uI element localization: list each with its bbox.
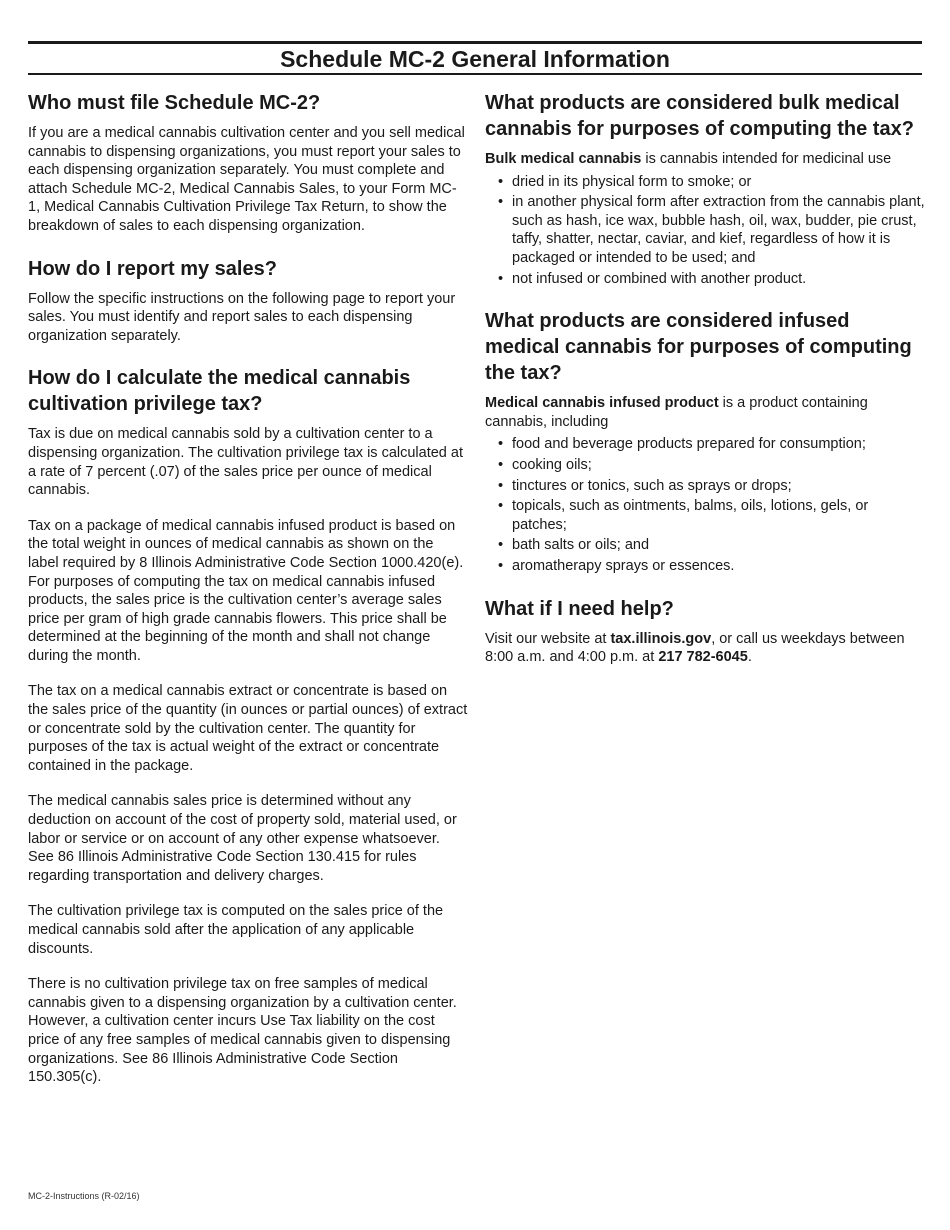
list-item: • food and beverage products prepared for consumption;	[485, 435, 925, 454]
help-text-pre: Visit our website at	[485, 630, 611, 647]
calculate-tax-heading: How do I calculate the medical cannabis cultivation privilege tax?	[28, 367, 411, 416]
infused-cannabis-term: Medical cannabis infused product	[485, 395, 719, 412]
website-link[interactable]: tax.illinois.gov	[610, 630, 712, 647]
page-title: Schedule MC-2 General Information	[28, 41, 922, 75]
bulk-cannabis-heading: What products are considered bulk medical cannabis for purposes of computing the tax?	[485, 92, 914, 140]
list-item: • in another physical form after extraction from the cannabis plant, such as hash, ice wax, bubble hash, oil, wax, budder, pie crust, taffy, shatter, nectar, caviar, and kief, regardless of how it is packaged or intended to be used; and	[485, 193, 925, 267]
phone-number: 217 782-6045	[658, 649, 748, 666]
help-text-mid: , or call us weekdays between 8:00 a.m. and 4:00 p.m. at	[485, 630, 905, 666]
infused-cannabis-heading: What products are considered infused medical cannabis for purposes of computing the tax?	[485, 310, 912, 385]
list-item: • tinctures or tonics, such as sprays or drops;	[485, 477, 925, 496]
bulk-cannabis-intro	[485, 150, 925, 169]
who-must-file-text: If you are a medical cannabis cultivation center and you sell medical cannabis to dispensing organizations, you must report your sales to each dispensing organization separately. You must complete and attach Schedule MC-2, Medical Cannabis Sales, to your Form MC-1, Medical Cannabis Cultivation Privilege Tax Return, to show the breakdown of sales to each dispensing organization.	[28, 125, 465, 234]
form-revision-footer: MC-2-Instructions (R-02/16)	[28, 1191, 140, 1201]
help-text-end: .	[747, 649, 752, 666]
infused-cannabis-list	[485, 435, 925, 575]
list-item: • cooking oils;	[485, 456, 925, 475]
list-item: • aromatherapy sprays or essences.	[485, 557, 925, 576]
calculate-tax-paragraph-1: Tax is due on medical cannabis sold by a cultivation center to a dispensing organization. The cultivation privilege tax is calculated at a rate of 7 percent (.07) of the sales price per ounce of medical cannabis.	[28, 426, 463, 499]
who-must-file-heading: Who must file Schedule MC-2?	[28, 92, 321, 114]
report-sales-heading: How do I report my sales?	[28, 257, 277, 280]
report-sales-text: Follow the specific instructions on the following page to report your sales. You must identify and report sales to each dispensing organization separately.	[28, 290, 456, 344]
bulk-cannabis-term: Bulk medical cannabis	[485, 151, 642, 167]
right-column	[485, 90, 925, 667]
bulk-cannabis-intro-text: is cannabis intended for medicinal use	[641, 151, 892, 167]
list-item: • dried in its physical form to smoke; or	[485, 173, 925, 192]
infused-cannabis-intro-text: is a product containing cannabis, including	[485, 395, 868, 430]
bulk-cannabis-list	[485, 173, 925, 289]
calculate-tax-paragraph-5: The cultivation privilege tax is computed on the sales price of the medical cannabis sold after the application of any applicable discounts.	[28, 903, 444, 957]
left-column	[28, 90, 468, 1087]
calculate-tax-paragraph-2: Tax on a package of medical cannabis infused product is based on the total weight in ounces of medical cannabis as shown on the label required by 8 Illinois Administrative Code Section 1000.420(e). For purposes of computing the tax on medical cannabis infused products, the sales price is the cultivation center’s average sales price per gram of high grade cannabis flowers. This price shall be determined at the beginning of the month and shall not change during the month.	[28, 517, 464, 664]
need-help-text	[485, 630, 925, 667]
list-item: • topicals, such as ointments, balms, oils, lotions, gels, or patches;	[485, 497, 925, 534]
calculate-tax-paragraph-4: The medical cannabis sales price is determined without any deduction on account of the cost of property sold, material used, or labor or service or on account of any other expense whatsoever. See 86 Illinois Administrative Code Section 130.415 for rules regarding transportation and delivery charges.	[28, 793, 457, 884]
need-help-heading: What if I need help?	[485, 597, 674, 620]
list-item: • not infused or combined with another product.	[485, 270, 925, 289]
calculate-tax-paragraph-6: There is no cultivation privilege tax on free samples of medical cannabis given to a dispensing organization by a cultivation center. However, a cultivation center incurs Use Tax liability on the cost price of any free samples of medical cannabis given to dispensing organizations. See 86 Illinois Administrative Code Section 150.305(c).	[28, 976, 457, 1086]
calculate-tax-paragraph-3: The tax on a medical cannabis extract or concentrate is based on the sales price of the quantity (in ounces or partial ounces) of extract or concentrate sold by the cultivation center. The quantity for purposes of the tax is actual weight of the extract or concentrate contained in the package.	[28, 683, 468, 774]
list-item: • bath salts or oils; and	[485, 536, 925, 555]
infused-cannabis-intro	[485, 394, 925, 431]
